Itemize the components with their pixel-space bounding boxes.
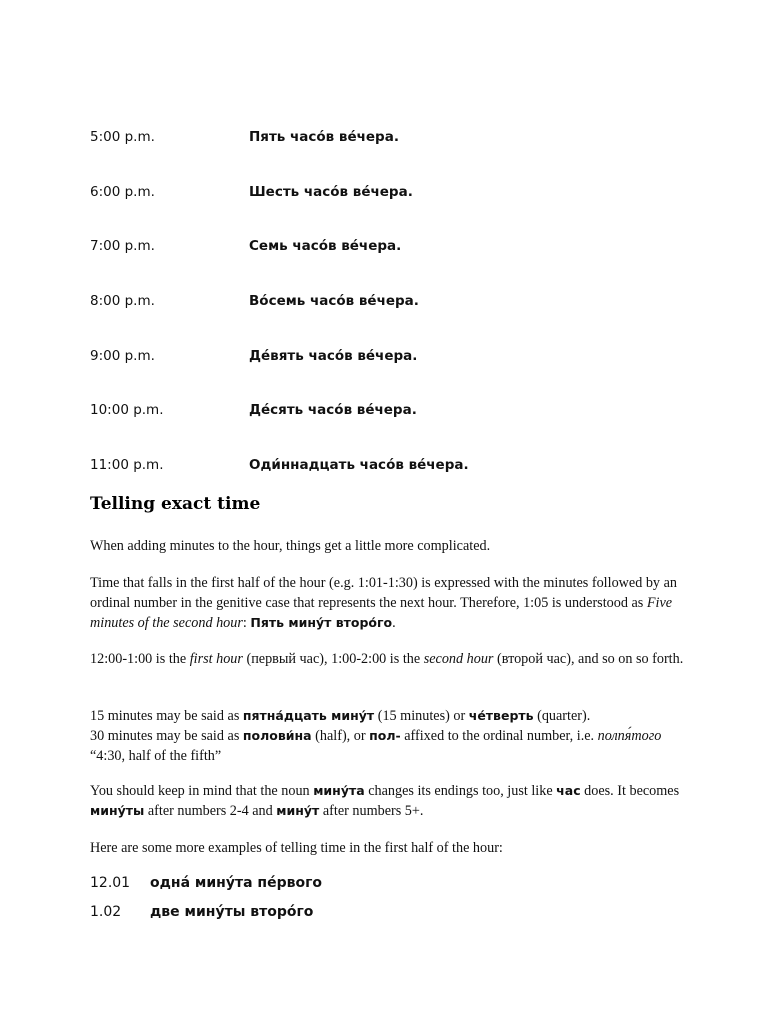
paragraph-minute-endings <box>90 781 690 821</box>
p2-text: : <box>242 615 251 631</box>
p4-bold-russian: пол- <box>369 728 401 743</box>
time-russian: Де́вять часо́в ве́чера. <box>249 348 418 364</box>
p2-bold-russian: Пять мину́т второ́го <box>250 615 393 630</box>
time-russian: Де́сять часо́в ве́чера. <box>249 402 417 418</box>
p5-bold-russian: час <box>556 783 581 798</box>
p3-text: (второй час), and so on so forth. <box>493 651 684 667</box>
p5-bold-russian: мину́т <box>276 803 320 818</box>
p2-text: . <box>392 615 396 631</box>
p5-bold-russian: мину́та <box>313 783 365 798</box>
time-row <box>0 402 768 422</box>
example-russian: одна́ мину́та пе́рвого <box>150 875 323 891</box>
example-row <box>90 904 690 926</box>
example-russian: две мину́ты второ́го <box>150 904 314 920</box>
p3-italic: second hour <box>423 651 494 667</box>
example-time: 1.02 <box>90 904 122 920</box>
p2-italic: Five minutes of the second hour <box>90 595 673 631</box>
p4-text: affixed to the ordinal number, i.e. <box>400 728 598 744</box>
time-label: 5:00 p.m. <box>90 129 155 145</box>
example-row <box>90 875 690 897</box>
p4-text: (quarter). <box>533 708 591 724</box>
p5-text: You should keep in mind that the noun <box>90 783 314 799</box>
p5-text: changes its endings too, just like <box>364 783 557 799</box>
p4-text: (half), or <box>311 728 370 744</box>
time-row <box>0 348 768 368</box>
paragraph-quarter-half <box>90 706 690 766</box>
p4-bold-russian: че́тверть <box>468 708 534 723</box>
time-label: 9:00 p.m. <box>90 348 155 364</box>
paragraph-examples-intro: Here are some more examples of telling time in the first half of the hour: <box>90 840 503 856</box>
time-label: 11:00 p.m. <box>90 457 164 473</box>
paragraph-intro: When adding minutes to the hour, things get a little more complicated. <box>90 538 491 554</box>
paragraph-first-half-explanation <box>90 573 690 633</box>
time-row <box>0 129 768 149</box>
time-label: 7:00 p.m. <box>90 238 155 254</box>
time-russian: Оди́ннадцать часо́в ве́чера. <box>249 457 469 473</box>
p3-text: (первый час), 1:00-2:00 is the <box>242 651 424 667</box>
p4-text: 15 minutes may be said as <box>90 708 243 724</box>
paragraph-hour-ranges <box>90 649 690 669</box>
time-label: 8:00 p.m. <box>90 293 155 309</box>
time-row <box>0 238 768 258</box>
p4-bold-russian: пятна́дцать мину́т <box>242 708 375 723</box>
p3-text: 12:00-1:00 is the <box>90 651 190 667</box>
time-row <box>0 293 768 313</box>
p4-text: 30 minutes may be said as <box>90 728 243 744</box>
time-russian: Во́семь часо́в ве́чера. <box>249 293 419 309</box>
time-russian: Шесть часо́в ве́чера. <box>249 184 413 200</box>
p5-text: after numbers 5+. <box>319 803 424 819</box>
time-row <box>0 457 768 477</box>
p4-text: “4:30, half of the fifth” <box>90 748 222 764</box>
p5-text: after numbers 2-4 and <box>144 803 277 819</box>
p4-text: (15 minutes) or <box>374 708 469 724</box>
section-heading: Telling exact time <box>90 494 261 514</box>
p3-italic: first hour <box>189 651 243 667</box>
example-time: 12.01 <box>90 875 131 891</box>
p2-text: Time that falls in the first half of the hour (e.g. 1:01-1:30) is expressed with the minutes followed by an ordinal number in the genitive case that represents the next hour. Therefore, 1:05 is understood as <box>90 575 677 611</box>
p5-text: does. It becomes <box>580 783 680 799</box>
time-label: 6:00 p.m. <box>90 184 155 200</box>
time-russian: Пять часо́в ве́чера. <box>249 129 399 145</box>
time-row <box>0 184 768 204</box>
p4-bold-russian: полови́на <box>242 728 312 743</box>
time-russian: Семь часо́в ве́чера. <box>249 238 402 254</box>
time-label: 10:00 p.m. <box>90 402 164 418</box>
p5-bold-russian: мину́ты <box>90 803 145 818</box>
p4-italic-russian: полпя́того <box>597 728 662 744</box>
